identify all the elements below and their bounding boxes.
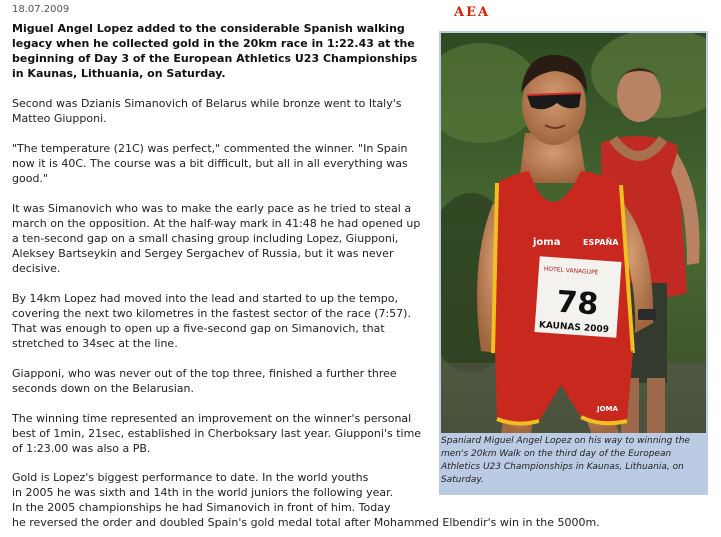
bib-city: KAUNAS 2009 [538,320,610,336]
photo-caption: Spaniard Miguel Angel Lopez on his way to winning the men's 20km Walk on the third day of the European Athletics U23 Championships in Kaunas, Lithuania, on Saturday. [441,436,690,485]
shorts-brand: JOMA [597,405,618,413]
final-line: In the 2005 championships he had Simanovich in front of him. Today [12,501,391,514]
article-paragraph: The winning time represented an improvement on the winner's personal best of 1min, 21sec, established in Cherboksary last year. Giupponi's time of 1:23.00 was also a PB. [12,412,422,455]
final-line: he reversed the order and doubled Spain's gold medal total after Mohammed Elbendir's win in the 5000m. [12,516,600,529]
race-bib [534,256,621,338]
bib-sponsor: HOTEL VANAGUPĖ [543,265,599,277]
bib-number: 78 [555,284,600,323]
photo-frame [439,31,708,495]
article-paragraph: "The temperature (21C) was perfect," commented the winner. "In Spain now it is 40C. The course was a bit difficult, but all in all everything was good." [12,142,408,185]
article-headline: Miguel Angel Lopez added to the considerable Spanish walking legacy when he collected gold in the 20km race in 1:22.43 at the beginning of Day 3 of the European Athletics U23 Championships in Kaunas, Lithuania, on Saturday. [12,22,418,80]
article-body [12,21,422,471]
race-walker-photo[interactable] [441,33,706,433]
final-line: Gold is Lopez's biggest performance to date. In the world youths [12,471,369,484]
article-paragraph: Second was Dzianis Simanovich of Belarus while bronze went to Italy's Matteo Giupponi. [12,97,402,125]
aea-logo[interactable]: AEA [454,5,491,20]
final-line: in 2005 he was sixth and 14th in the world juniors the following year. [12,486,394,499]
vest-country: ESPAÑA [583,238,619,247]
vest-brand: joma [533,237,561,248]
article-paragraph: By 14km Lopez had moved into the lead and started to up the tempo, covering the next two kilometres in the fastest sector of the race (7:57). That was enough to open up a five-second gap on Simanovich, that stretched to 34sec at the line. [12,292,411,350]
article-date: 18.07.2009 [12,4,70,15]
article-paragraph: It was Simanovich who was to make the early pace as he tried to steal a march on the opposition. At the half-way mark in 41:48 he had opened up a ten-second gap on a small chasing group including Lopez, Giupponi, Aleksey Bartseykin and Sergey Sergachev of Russia, but it was never decisive. [12,202,421,275]
article-paragraph: Giapponi, who was never out of the top three, finished a further three seconds down on the Belarusian. [12,367,397,395]
